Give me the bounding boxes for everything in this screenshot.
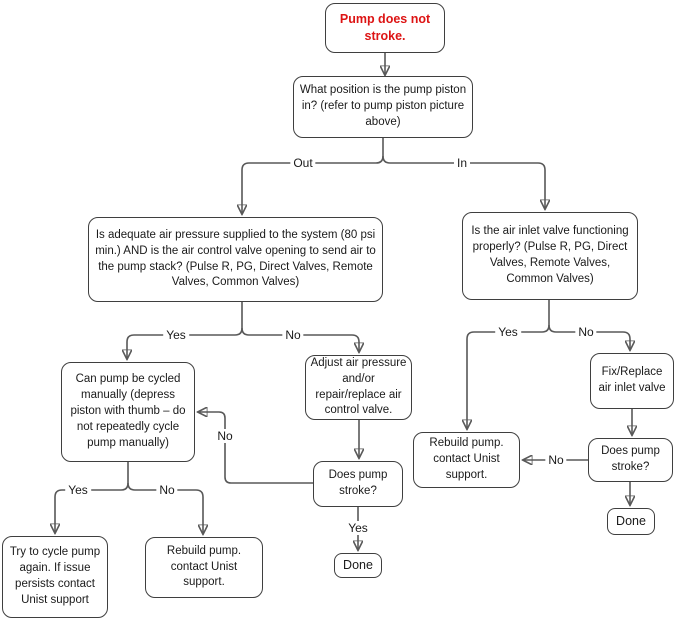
node-piston-position-label: What position is the pump piston in? (refer to pump piston picture above)	[299, 84, 467, 128]
edge-air-inlet-yes	[467, 325, 549, 429]
node-rebuild-pump-right-label: Rebuild pump. contact Unist support.	[429, 437, 504, 481]
edge-label-no-air-pressure: No	[282, 328, 303, 342]
node-done-mid	[334, 553, 382, 578]
node-stroke-question-mid	[313, 461, 403, 507]
node-adjust-air-label: Adjust air pressure and/or repair/replace air control valve.	[310, 356, 407, 417]
edge-stroke-mid-no-loop	[198, 412, 313, 483]
node-cycle-manually-question	[61, 362, 195, 462]
node-try-cycle-again	[2, 536, 108, 618]
node-try-cycle-again-label: Try to cycle pump again. If issue persists contact Unist support	[9, 546, 101, 606]
node-start	[325, 3, 445, 53]
node-rebuild-pump-left-label: Rebuild pump. contact Unist support.	[166, 544, 242, 589]
node-air-inlet-question	[462, 212, 638, 300]
node-stroke-question-right	[588, 438, 673, 482]
node-stroke-question-right-label: Does pump stroke?	[601, 445, 660, 473]
node-rebuild-pump-left	[145, 537, 263, 598]
node-cycle-manually-question-label: Can pump be cycled manually (depress piston with thumb – do not repeatedly cycle pump manually)	[70, 373, 186, 449]
node-done-right	[607, 508, 655, 535]
node-air-pressure-question-label: Is adequate air pressure supplied to the system (80 psi min.) AND is the air control valve opening to send air to the pump stack? (Pulse R, PG, Direct Valves, Remote Valves, Common Valves)	[95, 228, 376, 289]
edge-label-no-air-inlet: No	[575, 325, 596, 339]
node-air-inlet-question-label: Is the air inlet valve functioning properly? (Pulse R, PG, Direct Valves, Remote Valves, Common Valves)	[471, 225, 629, 285]
node-start-label: Pump does not stroke.	[339, 11, 431, 43]
edge-label-out: Out	[290, 156, 315, 170]
node-air-pressure-question	[88, 217, 383, 302]
node-rebuild-pump-right	[413, 432, 520, 488]
node-stroke-question-mid-label: Does pump stroke?	[328, 469, 388, 497]
node-done-mid-label: Done	[343, 557, 373, 572]
node-done-right-label: Done	[616, 513, 646, 528]
edge-label-no-stroke-right: No	[545, 453, 566, 467]
edge-label-no-stroke-mid: No	[214, 429, 235, 443]
edge-label-yes-air-inlet: Yes	[495, 325, 521, 339]
node-fix-replace-valve-label: Fix/Replace air inlet valve	[598, 366, 666, 394]
node-fix-replace-valve	[590, 353, 674, 409]
edge-label-yes-cycle: Yes	[65, 483, 91, 497]
node-adjust-air	[305, 355, 412, 420]
edge-label-in: In	[454, 156, 470, 170]
node-piston-position	[293, 76, 473, 138]
edge-label-yes-stroke-mid: Yes	[345, 521, 371, 535]
edge-label-yes-air-pressure: Yes	[163, 328, 189, 342]
edge-label-no-cycle: No	[156, 483, 177, 497]
